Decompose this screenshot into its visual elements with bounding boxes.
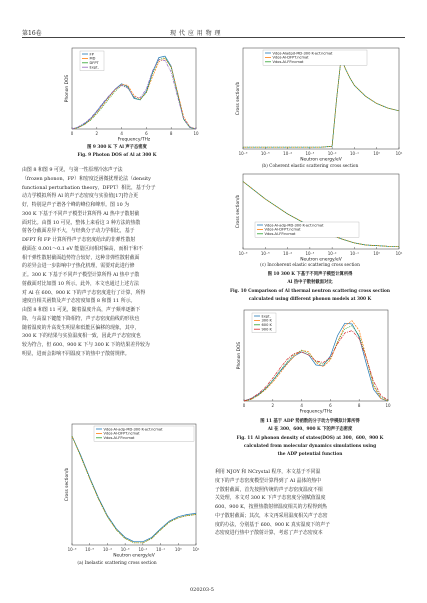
- left-body-text: [22, 166, 212, 359]
- legend-label: MD: [89, 56, 96, 61]
- x-tick-label: 6: [329, 403, 332, 408]
- legend-label: 900 K: [261, 327, 272, 332]
- x-tick-label: 10⁰: [174, 547, 182, 552]
- legend-label: Vdos-Al-DFPT.ncmat: [272, 55, 309, 60]
- fig10-caption-cn-2: Al 热中子散射截面对比: [287, 280, 333, 285]
- x-axis-label: Frequency/THz: [299, 409, 333, 414]
- legend-label: Vdos-Al-DFPT.ncmat: [264, 227, 301, 232]
- fig10c-chart: [225, 170, 405, 262]
- text-line: 降，与高温下键能下降相符，声子态密度曲线的形状也: [22, 315, 140, 322]
- x-tick-label: 4: [300, 403, 303, 408]
- x-tick-label: 2: [271, 403, 275, 408]
- text-line: 动力学模拟所得 Al 的声子态密度与实验值[17]符合更: [22, 193, 139, 200]
- x-tick-label: 10⁻¹: [350, 151, 359, 156]
- x-tick-label: 2: [95, 131, 99, 136]
- text-line: 态密度进行热中子散射计算，考虑了声子态密度本: [215, 530, 323, 537]
- text-line: 相干弹性散射截面趋势符合较好，这种非弹性散射截面: [22, 254, 140, 261]
- series-line: [72, 436, 196, 542]
- text-line: 由图 8 和图 9 可见，与第一性原理冷冻声子法: [22, 167, 123, 173]
- x-tick-label: 8: [357, 403, 361, 408]
- x-axis-label: Frequency/THz: [117, 137, 151, 142]
- x-tick-label: 10⁻⁴: [283, 251, 292, 256]
- series-line: [72, 436, 196, 543]
- legend-label: FP: [89, 52, 94, 57]
- legend-label: Vdos-Al-FP.ncmat: [264, 232, 296, 237]
- text-line: 面对比。由图 10 可见，整体上来看这 3 种方法的热散: [22, 219, 141, 226]
- x-tick-label: 10⁻²: [327, 251, 337, 256]
- text-line: 射各分截面差异不大，与经典分子动力学相比，基于: [22, 228, 135, 235]
- fig10-caption-en: Fig. 10 Comparison of Al thermal neutron scattering cross section: [229, 289, 391, 294]
- fig10c-caption: (c) Incoherent elastic scattering cross section: [260, 263, 360, 268]
- text-line: 关处理，本文对 300 K 下声子态密度分别赋值温度: [215, 495, 326, 502]
- fig11-caption-cn-2: Al 在 300、600、900 K 下的声子态密度: [267, 427, 353, 432]
- text-line: 度下的声子态密度模型计算得到了 Al 晶体的热中: [215, 477, 322, 484]
- x-tick-label: 10⁻⁶: [238, 251, 248, 256]
- x-axis-label: Neutron energy/eV: [300, 257, 342, 262]
- x-tick-label: 10⁻⁵: [85, 547, 95, 552]
- fig10a-chart: [60, 420, 200, 558]
- text-line: 利用 NJOY 和 NCrystal 程序，本文基于不同温: [215, 469, 321, 475]
- series-line: [244, 331, 388, 401]
- header-rule: [22, 37, 405, 38]
- y-axis-label: Cross section/b: [236, 194, 241, 229]
- text-line: 600、900 K，按照热散射律温度相关的方程得到热: [215, 504, 327, 510]
- y-axis-label: Cross section/b: [236, 81, 241, 116]
- fig9-chart: [60, 44, 200, 142]
- fig11-chart: [232, 306, 392, 414]
- x-tick-label: 10⁻²: [138, 547, 148, 552]
- text-line: 300 K 下的结果与实验温度相一致，因此声子态密度也: [22, 333, 141, 340]
- text-line: 度的办法，分别基于 600、900 K 真实温度下的声子: [215, 521, 331, 528]
- legend-label: 600 K: [261, 323, 272, 328]
- text-line: 好，特别是声子谱各个峰的峰位和峰形。图 10 为: [22, 202, 130, 208]
- x-tick-label: 4: [120, 131, 123, 136]
- legend-label: 300 K: [261, 318, 272, 323]
- fig11-caption-cn: 图 11 基于 ADP 势函数的分子动力学模拟计算所得: [260, 419, 360, 424]
- text-line: 明显，进而会影响不同温度下的热中子散射规律。: [22, 350, 130, 357]
- text-line: 中子散射截面；其次，本文再采用温度相关声子态密: [215, 512, 328, 519]
- x-tick-label: 10⁻⁴: [103, 547, 112, 552]
- x-tick-label: 6: [145, 131, 148, 136]
- legend-label: Vdos-Al-FP.ncmat: [103, 436, 135, 441]
- fig10b-caption: (b) Coherent elastic scattering cross section: [261, 164, 359, 169]
- x-tick-label: 10⁻⁵: [260, 151, 270, 156]
- legend-label: DFPT: [89, 61, 99, 66]
- x-tick-label: 0: [70, 131, 74, 136]
- legend-label: Expt.: [89, 65, 99, 70]
- x-tick-label: 10¹: [395, 251, 403, 256]
- text-line: 由图 8 和图 11 可见，随着温度升高，声子频率逐渐下: [22, 307, 141, 313]
- running-header-volume: 第16卷: [22, 30, 42, 37]
- x-tick-label: 10⁰: [373, 251, 381, 256]
- fig11-caption-en-2: calculated from molecular dynamics simulations using: [243, 444, 377, 449]
- x-axis-label: Neutron energy/eV: [113, 553, 155, 558]
- text-line: 300 K 下基于不同声子模型计算所得 Al 热中子散射截: [22, 210, 140, 217]
- x-tick-label: 10⁻³: [305, 251, 315, 256]
- running-header-journal: 现 代 应 用 物 理: [170, 30, 222, 37]
- right-body-text: [215, 468, 405, 538]
- x-tick-label: 10⁻⁵: [260, 251, 270, 256]
- text-line: 速度自相关函数及声子态密度如图 8 和图 11 所示。: [22, 298, 136, 305]
- x-tick-label: 10⁻¹: [156, 547, 165, 552]
- text-line: 截面在 0.001～0.1 eV 能量区间相对偏高，而相干和不: [22, 245, 143, 252]
- page-number: 020203-5: [190, 587, 214, 593]
- fig9-caption-cn: 图 9 300 K 下 Al 声子态密度: [87, 145, 147, 150]
- fig10-caption-cn: 图 10 300 K 下基于不同声子模型计算所得: [267, 272, 353, 277]
- y-axis-label: Phonon DOS: [237, 341, 242, 370]
- fig11-caption-en-3: the ADP potential function: [277, 452, 343, 457]
- text-line: （frozen phonon，FP）和密度泛函微扰理论法（density: [22, 175, 151, 182]
- fig10a-caption: (a) Inelastic scattering cross section: [77, 561, 157, 566]
- fig11-caption-en: Fig. 11 Al phonon density of states(DOS) at 300、600、900 K: [236, 436, 384, 441]
- series-line: [72, 436, 196, 543]
- text-line: 对 Al 在 600、900 K 下的声子态密度进行了计算，所得: [22, 289, 146, 296]
- x-tick-label: 10¹: [395, 151, 403, 156]
- x-tick-label: 10⁻³: [120, 547, 130, 552]
- legend-label: Expt.: [261, 314, 271, 319]
- x-axis-label: Neutron energy/eV: [300, 157, 342, 162]
- legend-label: Vdos-Al-adp-MD-300 K-acf.ncmat: [103, 427, 163, 432]
- text-line: 随着温度的升高发生明显和低能区偏移的现象，其中，: [22, 324, 140, 331]
- fig10b-chart: [225, 44, 405, 162]
- x-tick-label: 10: [193, 131, 199, 136]
- x-tick-label: 10⁻³: [305, 151, 315, 156]
- x-tick-label: 10: [385, 403, 391, 408]
- x-tick-label: 10⁻¹: [350, 251, 359, 256]
- x-tick-label: 0: [242, 403, 246, 408]
- x-tick-label: 10⁻²: [327, 151, 337, 156]
- y-axis-label: Phonon DOS: [65, 74, 70, 103]
- text-line: 子散射截面，首先按照传统的声子态密度温度不相: [215, 486, 323, 493]
- text-line: 较为符合，但 600、900 K 下与 300 K 下的结果差异较为: [22, 342, 150, 348]
- fig10-caption-en-2: calculated using different phonon models at 300 K: [248, 297, 372, 302]
- legend-label: Vdos-Al-adp-MD-300 K-acf.ncmat: [264, 223, 324, 228]
- fig9-caption-en: Fig. 9 Photon DOS of Al at 300 K: [77, 153, 157, 158]
- x-tick-label: 10⁻⁶: [67, 547, 77, 552]
- legend-label: Vdos-Al-FP.ncmat: [272, 60, 304, 65]
- plot-frame: [243, 174, 399, 249]
- text-line: 射截面对比如图 10 所示。此外，本文也通过上述方法: [22, 280, 139, 287]
- x-tick-label: 10⁻⁶: [238, 151, 248, 156]
- text-line: 正。300 K 下基于不同声子模型计算所得 Al 热中子散: [22, 272, 140, 278]
- x-tick-label: 10⁰: [373, 151, 381, 156]
- plot-frame: [72, 424, 196, 545]
- legend-label: Vdos-Al-DFPT.ncmat: [103, 431, 140, 436]
- x-tick-label: 10¹: [192, 547, 200, 552]
- x-tick-label: 8: [169, 131, 173, 136]
- text-line: functional perturbation theory，DFPT）相比，基于分子: [22, 184, 156, 191]
- y-axis-label: Cross section/b: [65, 467, 70, 502]
- text-line: DFPT 和 FP 计算所得声子态密度给出的非弹性散射: [22, 237, 136, 243]
- legend-label: Vdos-Aladpd-MD-300 K-acf.ncmat: [272, 51, 333, 56]
- x-tick-label: 10⁻⁴: [283, 151, 292, 156]
- text-line: 的差异会进一步影响中子热化机理，需要对此进行修: [22, 263, 135, 270]
